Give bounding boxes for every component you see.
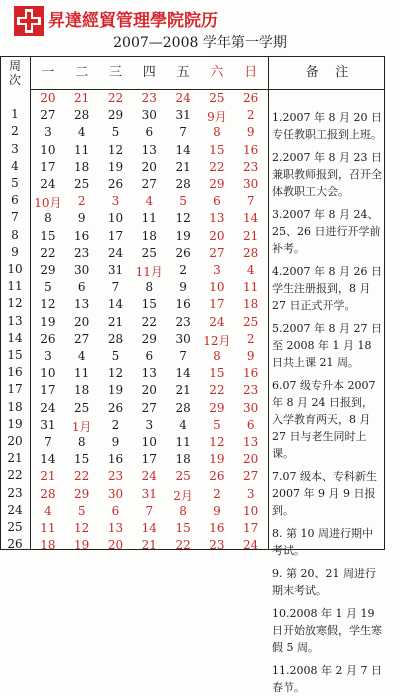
calendar-day-cell: 9 — [246, 125, 255, 140]
week-number: 16 — [7, 365, 23, 380]
calendar-day-cell: 26 — [175, 245, 191, 260]
calendar-day-cell: 5 — [213, 417, 221, 432]
week-number: 12 — [7, 296, 23, 311]
note-item: 10.2008 年 1 月 19 日开始放寒假，学生寒假 5 周。 — [272, 607, 382, 654]
calendar-day-cell: 8 — [145, 280, 154, 295]
calendar-day-cell: 10 — [40, 142, 56, 157]
note-item: 4.2007 年 8 月 26 日学生注册报到，8 月 27 日正式开学。 — [272, 265, 382, 312]
week-number: 23 — [7, 485, 23, 500]
calendar-day-cell: 17 — [243, 521, 259, 535]
calendar-day-cell: 14 — [175, 142, 191, 157]
calendar-day-cell: 24 — [40, 177, 56, 191]
week-number: 5 — [11, 176, 19, 190]
calendar-day-cell: 2 — [179, 263, 187, 277]
page-subtitle: 2007—2008 学年第一学期 — [113, 35, 287, 51]
calendar-day-cell: 12 — [107, 366, 124, 381]
note-item: 3.2007 年 8 月 24、25、26 日进行开学前补考。 — [272, 208, 381, 255]
calendar-day-cell: 29 — [141, 331, 157, 346]
notes-column — [268, 89, 386, 696]
calendar-day-cell: 30 — [141, 108, 157, 123]
calendar-day-cell: 9 — [246, 349, 255, 363]
calendar-day-cell: 28 — [74, 108, 90, 123]
calendar-day-cell: 26 — [107, 177, 124, 191]
calendar-day-cell: 9 — [77, 211, 86, 226]
calendar-day-cell: 21 — [175, 383, 191, 398]
calendar-day-cell: 8 — [44, 211, 52, 226]
calendar-day-cell: 18 — [74, 159, 90, 174]
calendar-day-cell: 30 — [243, 177, 259, 191]
calendar-day-cell: 20 — [141, 159, 157, 174]
calendar-day-cell: 15 — [141, 297, 157, 312]
calendar-day-cell: 4 — [246, 263, 255, 277]
week-number: 4 — [11, 158, 19, 173]
calendar-day-cell: 27 — [141, 400, 157, 415]
calendar-day-cell: 10 — [141, 435, 157, 449]
calendar-day-cell: 28 — [40, 486, 56, 501]
note-item: 1.2007 年 8 月 20 日专任教职工报到上班。 — [272, 111, 382, 141]
calendar-day-cell: 16 — [175, 297, 191, 312]
calendar-day-cell: 14 — [107, 297, 124, 312]
calendar-day-cell: 24 — [175, 91, 191, 105]
calendar-day-cell: 11 — [74, 366, 90, 381]
calendar-day-cell: 9 — [179, 280, 187, 295]
calendar-day-cell: 6 — [111, 503, 120, 518]
week-number: 3 — [11, 141, 19, 156]
weekday-header: 一 — [41, 65, 55, 80]
calendar-day-cell: 12 — [40, 297, 56, 312]
calendar-day-cell: 3 — [44, 125, 52, 140]
calendar-day-cell: 13 — [141, 366, 157, 381]
calendar-day-cell: 13 — [74, 297, 90, 312]
calendar-day-cell: 28 — [175, 400, 191, 415]
calendar-day-cell: 11 — [74, 142, 90, 157]
calendar-day-cell: 17 — [40, 159, 56, 174]
calendar-day-cell: 20 — [141, 383, 157, 398]
calendar-day-cell: 23 — [74, 245, 90, 260]
week-number: 13 — [7, 313, 23, 328]
note-item: 11.2008 年 2 月 7 日春节。 — [272, 664, 382, 694]
calendar-day-cell: 19 — [107, 159, 124, 174]
calendar-day-cell: 11 — [243, 280, 259, 295]
calendar-day-cell: 23 — [209, 538, 225, 553]
calendar-day-cell: 2 — [246, 331, 255, 346]
calendar-day-cell: 8 — [213, 349, 221, 363]
calendar-day-cell: 21 — [74, 91, 90, 105]
notes-header: 备 注 — [305, 65, 349, 80]
calendar-day-cell: 29 — [209, 400, 225, 415]
calendar-day-cell: 18 — [74, 383, 90, 398]
calendar-day-cell: 2 — [213, 486, 221, 501]
calendar-day-cell: 30 — [107, 486, 124, 501]
calendar-day-cell: 1月 — [71, 419, 92, 434]
calendar-table — [30, 56, 385, 694]
calendar-day-cell: 17 — [40, 383, 56, 398]
calendar-day-cell: 20 — [243, 452, 259, 467]
calendar-day-cell: 27 — [40, 108, 56, 123]
calendar-day-cell: 24 — [40, 400, 56, 415]
calendar-day-cell: 31 — [40, 417, 56, 432]
calendar-day-cell: 31 — [141, 486, 157, 501]
calendar-day-cell: 26 — [107, 400, 124, 415]
calendar-day-cell: 7 — [44, 435, 52, 449]
calendar-day-cell: 6 — [145, 125, 154, 140]
calendar-day-cell: 28 — [175, 177, 191, 191]
weekday-header: 二 — [75, 65, 89, 80]
calendar-day-cell: 7 — [179, 125, 187, 140]
week-number: 25 — [7, 520, 23, 534]
calendar-day-cell: 23 — [141, 91, 157, 105]
note-item: 7.07 级本、专科新生 2007 年 9 月 9 日报到。 — [272, 470, 377, 517]
calendar-day-cell: 21 — [243, 228, 259, 243]
calendar-day-cell: 28 — [243, 245, 259, 260]
week-number: 17 — [7, 382, 23, 397]
calendar-day-cell: 22 — [209, 159, 225, 174]
calendar-day-cell: 15 — [175, 521, 191, 535]
calendar-day-cell: 20 — [107, 538, 124, 553]
calendar-day-cell: 15 — [209, 142, 225, 157]
calendar-day-cell: 20 — [74, 314, 90, 329]
calendar-day-cell: 5 — [111, 125, 120, 140]
calendar-day-cell: 16 — [74, 228, 90, 243]
calendar-day-cell: 21 — [141, 538, 157, 553]
calendar-day-cell: 7 — [111, 280, 120, 295]
calendar-day-cell: 27 — [209, 245, 225, 260]
calendar-day-cell: 14 — [243, 211, 259, 226]
calendar-day-cell: 3 — [246, 486, 255, 501]
calendar-day-cell: 4 — [145, 194, 154, 209]
calendar-day-cell: 7 — [145, 503, 154, 518]
calendar-day-cell: 23 — [175, 314, 191, 329]
calendar-day-cell: 3 — [111, 194, 120, 209]
page-title: 昇達經貿管理學院院历 — [48, 11, 218, 31]
calendar-day-cell: 18 — [175, 452, 191, 467]
weekday-header: 四 — [142, 65, 156, 80]
calendar-day-cell: 5 — [179, 194, 187, 209]
calendar-day-cell: 9月 — [207, 110, 227, 125]
calendar-day-cell: 12月 — [203, 333, 231, 348]
calendar-day-cell: 18 — [141, 228, 157, 243]
calendar-day-cell: 23 — [243, 159, 259, 174]
calendar-day-cell: 13 — [141, 142, 157, 157]
calendar-day-cell: 16 — [107, 452, 124, 467]
note-item: 2.2007 年 8 月 23 日兼职教师报到，召开全体教职工大会。 — [272, 151, 382, 198]
calendar-day-cell: 25 — [141, 245, 157, 260]
calendar-day-cell: 12 — [209, 435, 225, 449]
week-number: 8 — [11, 227, 19, 242]
calendar-day-cell: 2月 — [173, 488, 193, 503]
week-number: 7 — [11, 210, 19, 225]
weekday-header: 六 — [210, 65, 224, 80]
notes-divider — [268, 57, 269, 549]
calendar-day-cell: 10 — [243, 503, 259, 518]
calendar-day-cell: 30 — [243, 400, 259, 415]
calendar-day-cell: 16 — [209, 521, 225, 535]
calendar-day-cell: 25 — [209, 91, 225, 105]
calendar-day-cell: 11月 — [135, 265, 163, 279]
week-column-header — [0, 56, 30, 88]
calendar-day-cell: 11 — [40, 521, 56, 535]
week-number: 11 — [7, 279, 23, 294]
calendar-day-cell: 10 — [209, 280, 225, 295]
weekday-header: 五 — [176, 65, 190, 80]
calendar-day-cell: 22 — [74, 469, 90, 484]
calendar-day-cell: 31 — [107, 263, 124, 277]
week-number: 1 — [11, 107, 19, 122]
calendar-day-cell: 29 — [74, 486, 90, 501]
calendar-day-cell: 27 — [141, 177, 157, 191]
calendar-day-cell: 17 — [107, 228, 124, 243]
week-number: 19 — [7, 416, 23, 431]
calendar-day-cell: 14 — [141, 521, 157, 535]
calendar-day-cell: 3 — [213, 263, 221, 277]
calendar-day-cell: 18 — [40, 538, 56, 553]
note-item: 6.07 级专升本 2007 年 8 月 24 日报到，入学教育两天，8 月 27 日与老生同时上课。 — [272, 379, 376, 460]
calendar-day-cell: 6 — [246, 417, 255, 432]
week-number: 15 — [7, 348, 23, 362]
calendar-day-cell: 11 — [175, 435, 191, 449]
week-number: 2 — [11, 124, 19, 139]
weekday-header: 三 — [108, 65, 122, 80]
week-number: 20 — [7, 434, 23, 448]
calendar-day-cell: 19 — [74, 538, 90, 553]
calendar-day-cell: 29 — [209, 177, 225, 191]
calendar-day-cell: 4 — [77, 125, 86, 140]
calendar-day-cell: 15 — [40, 228, 56, 243]
calendar-day-cell: 2 — [77, 194, 86, 209]
calendar-day-cell: 14 — [175, 366, 191, 381]
week-number: 24 — [7, 502, 23, 517]
calendar-day-cell: 4 — [77, 349, 86, 363]
calendar-day-cell: 19 — [175, 228, 191, 243]
calendar-day-cell: 29 — [107, 108, 124, 123]
week-number: 26 — [7, 537, 23, 552]
calendar-day-cell: 24 — [243, 538, 259, 553]
note-item: 8. 第 10 周进行期中考试。 — [272, 527, 373, 557]
calendar-day-cell: 26 — [40, 331, 56, 346]
note-item: 9. 第 20、21 周进行期末考试。 — [272, 567, 376, 597]
calendar-day-cell: 10 — [40, 366, 56, 381]
calendar-day-cell: 24 — [107, 245, 124, 260]
calendar-day-cell: 22 — [107, 91, 124, 105]
calendar-day-cell: 21 — [107, 314, 124, 329]
calendar-day-cell: 28 — [107, 331, 124, 346]
calendar-day-cell: 23 — [243, 383, 259, 398]
note-item: 5.2007 年 8 月 27 日至 2008 年 1 月 18 日共上课 21 周。 — [272, 322, 382, 369]
calendar-day-cell: 22 — [175, 538, 191, 553]
calendar-day-cell: 13 — [243, 435, 259, 449]
calendar-day-cell: 30 — [175, 331, 191, 346]
calendar-day-cell: 9 — [111, 435, 120, 449]
calendar-day-cell: 10 — [107, 211, 124, 226]
calendar-day-cell: 3 — [145, 417, 154, 432]
calendar-day-cell: 5 — [77, 503, 86, 518]
calendar-day-cell: 25 — [74, 400, 90, 415]
calendar-day-cell: 21 — [175, 159, 191, 174]
calendar-day-cell: 11 — [141, 211, 157, 226]
calendar-day-cell: 26 — [243, 91, 259, 105]
calendar-day-cell: 8 — [179, 503, 187, 518]
calendar-day-cell: 22 — [141, 314, 157, 329]
calendar-day-cell: 25 — [74, 177, 90, 191]
calendar-day-cell: 4 — [44, 503, 52, 518]
calendar-day-cell: 18 — [243, 297, 259, 312]
calendar-day-cell: 31 — [175, 108, 191, 123]
weekday-header: 日 — [244, 65, 258, 80]
calendar-day-cell: 29 — [40, 263, 56, 277]
calendar-day-cell: 6 — [145, 349, 154, 363]
calendar-day-cell: 21 — [40, 469, 56, 484]
calendar-day-cell: 12 — [175, 211, 191, 226]
calendar-day-cell: 22 — [209, 383, 225, 398]
calendar-day-cell: 7 — [246, 194, 255, 209]
week-number: 18 — [7, 399, 23, 414]
calendar-day-cell: 6 — [77, 280, 86, 295]
calendar-day-cell: 7 — [179, 349, 187, 363]
calendar-day-cell: 20 — [40, 91, 56, 105]
week-number: 10 — [7, 262, 23, 276]
week-number: 9 — [11, 244, 19, 259]
calendar-day-cell: 24 — [141, 469, 157, 484]
calendar-day-cell: 2 — [111, 417, 120, 432]
calendar-day-cell: 12 — [107, 142, 124, 157]
week-number: 21 — [7, 451, 23, 466]
week-number: 6 — [11, 193, 19, 208]
calendar-day-cell: 10月 — [34, 196, 62, 211]
calendar-day-cell: 19 — [40, 314, 56, 329]
calendar-day-cell: 17 — [209, 297, 225, 312]
calendar-day-cell: 12 — [74, 521, 90, 535]
calendar-day-cell: 9 — [213, 503, 221, 518]
calendar-day-cell: 4 — [179, 417, 187, 432]
calendar-day-cell: 16 — [243, 366, 259, 381]
calendar-day-cell: 16 — [243, 142, 259, 157]
calendar-day-cell: 2 — [246, 108, 255, 123]
calendar-day-cell: 24 — [209, 314, 225, 329]
calendar-day-cell: 25 — [243, 314, 259, 329]
calendar-day-cell: 27 — [243, 469, 259, 484]
calendar-day-cell: 6 — [213, 194, 221, 209]
calendar-day-cell: 3 — [44, 349, 52, 363]
calendar-day-cell: 22 — [40, 245, 56, 260]
calendar-day-cell: 26 — [209, 469, 225, 484]
calendar-day-cell: 5 — [44, 280, 52, 295]
calendar-day-cell: 15 — [74, 452, 90, 467]
week-number: 14 — [7, 330, 23, 345]
calendar-day-cell: 15 — [209, 366, 225, 381]
calendar-day-cell: 14 — [40, 452, 56, 467]
calendar-day-cell: 19 — [209, 452, 225, 467]
calendar-day-cell: 27 — [74, 331, 90, 346]
calendar-day-cell: 8 — [213, 125, 221, 140]
week-number: 22 — [7, 468, 23, 483]
calendar-day-cell: 8 — [77, 435, 86, 449]
calendar-day-cell: 5 — [111, 349, 120, 363]
calendar-day-cell: 13 — [107, 521, 124, 535]
calendar-day-cell: 25 — [175, 469, 191, 484]
calendar-day-cell: 23 — [107, 469, 124, 484]
calendar-day-cell: 17 — [141, 452, 157, 467]
calendar-day-cell: 19 — [107, 383, 124, 398]
calendar-day-cell: 20 — [209, 228, 225, 243]
week-column-header-text: 周 次 — [8, 59, 21, 87]
calendar-day-cell: 13 — [209, 211, 225, 226]
calendar-day-cell: 30 — [74, 263, 90, 277]
